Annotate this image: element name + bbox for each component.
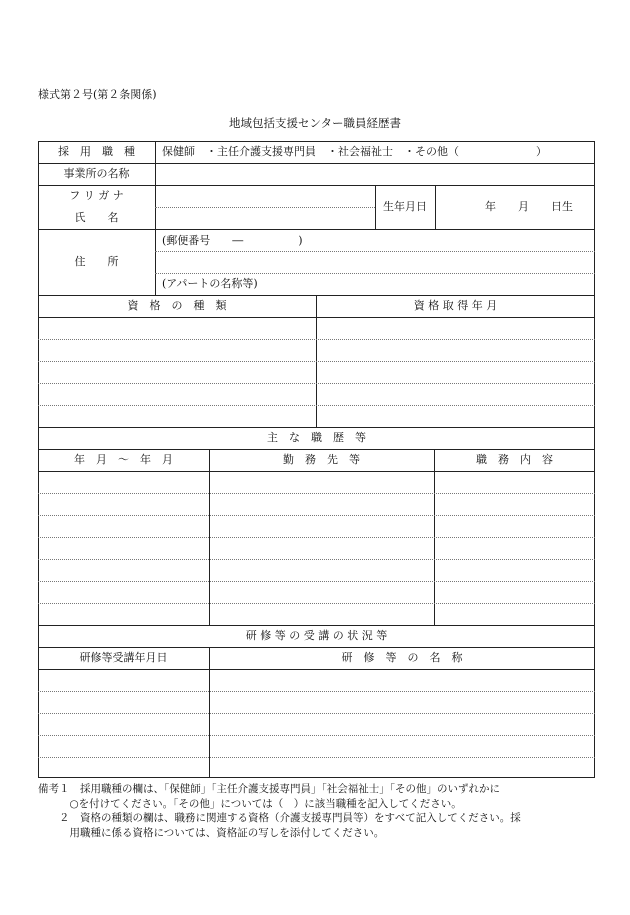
remark-line: 用職種に係る資格については、資格証の写しを添付してください。 xyxy=(38,826,385,839)
office-name-label: 事業所の名称 xyxy=(63,167,130,180)
career-period-field[interactable] xyxy=(40,473,207,623)
position-label: 採 用 職 種 xyxy=(58,145,135,158)
name-label: 氏 名 xyxy=(74,211,119,224)
training-section-title: 研 修 等 の 受 講 の 状 況 等 xyxy=(245,629,388,642)
qualification-date-field[interactable] xyxy=(318,319,593,425)
remark-line: 備考１ 採用職種の欄は、「保健師」「主任介護支援専門員」「社会福祉士」「その他」のいずれかに xyxy=(38,783,500,795)
furigana-label: フ リ ガ ナ xyxy=(69,189,124,202)
birthdate-field[interactable]: 年 月 日生 xyxy=(485,200,573,213)
furigana-field[interactable] xyxy=(157,186,373,206)
name-field[interactable] xyxy=(157,208,373,228)
postal-code-field[interactable]: (郵便番号 ― ) xyxy=(162,234,303,247)
training-name-field[interactable] xyxy=(211,671,593,776)
career-period-header: 年 月 ～ 年 月 xyxy=(74,453,173,466)
training-date-header: 研修等受講年月日 xyxy=(79,651,168,664)
address-label: 住 所 xyxy=(74,255,119,268)
office-name-field[interactable] xyxy=(157,164,593,184)
training-name-header: 研 修 等 の 名 称 xyxy=(341,651,463,664)
qualification-type-header: 資 格 の 種 類 xyxy=(127,299,227,312)
career-section-title: 主 な 職 歴 等 xyxy=(267,431,366,444)
apartment-name-field[interactable]: (アパートの名称等) xyxy=(162,277,258,290)
career-employer-field[interactable] xyxy=(211,473,432,623)
career-duties-header: 職 務 内 容 xyxy=(476,453,553,466)
document-title: 地域包括支援センター職員経歴書 xyxy=(228,116,402,130)
remark-line: ○を付けてください。「その他」については（ ）に該当職種を記入してください。 xyxy=(38,797,462,810)
remarks xyxy=(38,782,598,840)
label-column-divider xyxy=(155,141,156,295)
remark-line: ２ 資格の種類の欄は、職務に関連する資格（介護支援専門員等）をすべて記入してください。採 xyxy=(38,812,521,824)
training-date-field[interactable] xyxy=(40,671,207,776)
birthdate-label: 生年月日 xyxy=(383,200,427,213)
qualification-date-header: 資 格 取 得 年 月 xyxy=(413,299,498,312)
qualification-type-field[interactable] xyxy=(40,319,314,425)
address-field[interactable] xyxy=(157,252,593,272)
career-duties-field[interactable] xyxy=(436,473,593,623)
form-number: 様式第２号(第２条関係) xyxy=(38,88,157,101)
career-employer-header: 勤 務 先 等 xyxy=(283,453,360,466)
position-options[interactable]: 保健師 ・主任介護支援専門員 ・社会福祉士 ・その他（ ） xyxy=(162,145,547,158)
